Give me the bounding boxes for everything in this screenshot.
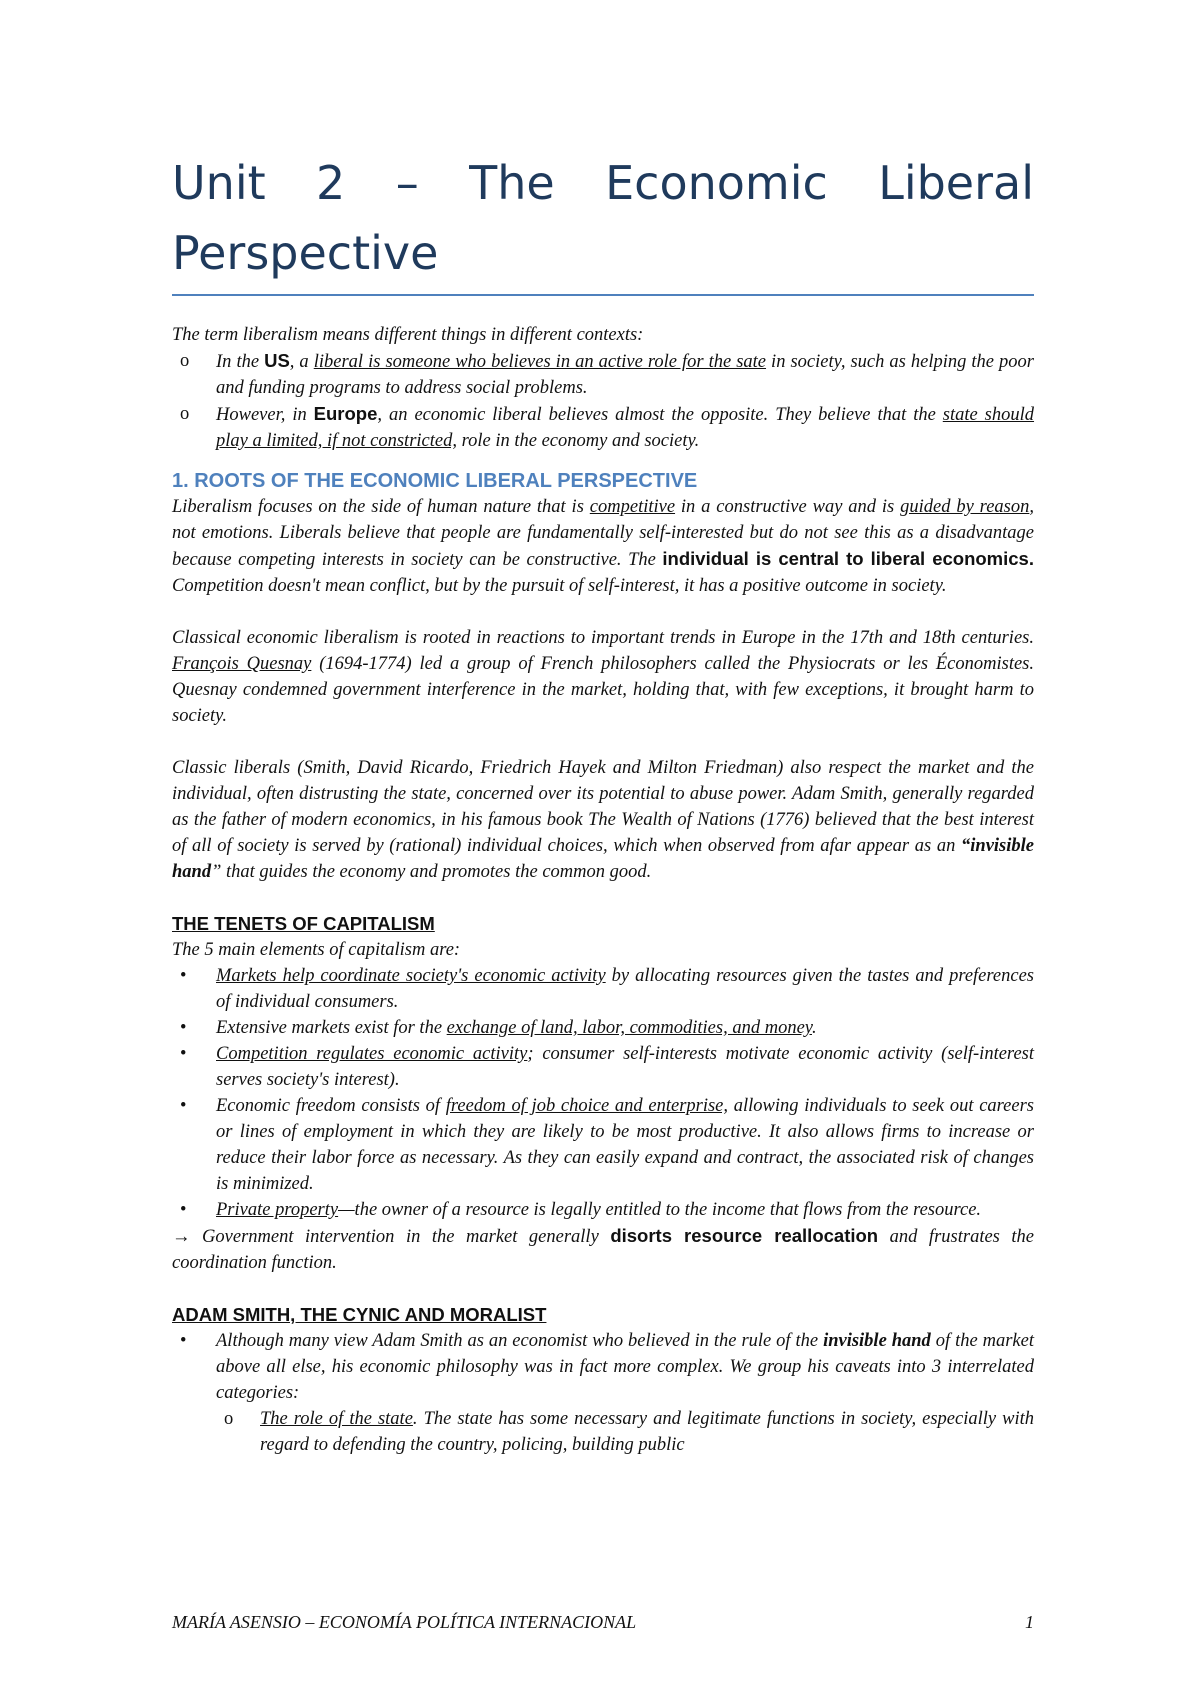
tenets-lead: The 5 main elements of capitalism are: [172, 940, 461, 960]
title-rule [172, 294, 1034, 296]
heading-tenets: THE TENETS OF CAPITALISM [172, 913, 435, 934]
paragraph-classic-liberals: Classic liberals (Smith, David Ricardo, Friedrich Hayek and Milton Friedman) also respect the market and the individual, often distrusting the state, concerned over its potential to abuse power. Adam Smith, generally regarded as the father of modern economics, in his famous book The Wealth of Nations (1776) believed that the best interest of all of society is served by (rational) individual choices, which when observed from afar appear as an “invisible hand” that guides the economy and promotes the common good. [172, 758, 1034, 882]
bullet-icon: • [180, 1200, 187, 1220]
tenet-item: • Markets help coordinate society's economic activity by allocating resources given the tastes and preferences of individual consumers. [172, 963, 1034, 1015]
intro-lead: The term liberalism means different things in different contexts: [172, 325, 644, 345]
circle-bullet-icon: o [224, 1409, 234, 1429]
smith-item: • Although many view Adam Smith as an economist who believed in the rule of the invisible hand of the market above all else, his economic philosophy was in fact more complex. We group his caveats into 3 interrelated categories: [172, 1328, 1034, 1406]
tenet-item: • Economic freedom consists of freedom of job choice and enterprise, allowing individuals to seek out careers or lines of employment in which they are likely to be most productive. It also allows firms to increase or reduce their labor force as necessary. As they can easily expand and contract, the associated risk of changes is minimized. [172, 1093, 1034, 1197]
bullet-icon: • [180, 1096, 187, 1116]
intro-item-us: o In the US, a liberal is someone who believes in an active role for the sate in society, such as helping the poor and funding programs to address social problems. [180, 350, 1034, 398]
paragraph-liberalism: Liberalism focuses on the side of human nature that is competitive in a constructive way and is guided by reason, not emotions. Liberals believe that people are fundamentally self-interested but do not see this as a disadvantage because competing interests in society can be constructive. The individual is central to liberal economics. Competition doesn't mean conflict, but by the pursuit of self-interest, it has a positive outcome in society. [172, 497, 1034, 596]
intro-list [172, 348, 1034, 454]
bullet-icon: • [180, 966, 187, 986]
paragraph-classical: Classical economic liberalism is rooted in reactions to important trends in Europe in the 17th and 18th centuries. François Quesnay (1694-1774) led a group of French philosophers called the Physiocrats or les Économistes. Quesnay condemned government interference in the market, holding that, with few exceptions, it brought harm to society. [172, 628, 1034, 726]
footer-author: MARÍA ASENSIO – ECONOMÍA POLÍTICA INTERNACIONAL [172, 1612, 637, 1632]
document-title: Unit 2 – The Economic Liberal Perspective [172, 156, 1034, 280]
heading-adam-smith: ADAM SMITH, THE CYNIC AND MORALIST [172, 1304, 547, 1325]
document-page [172, 148, 1034, 1458]
bullet-icon: • [180, 1044, 187, 1064]
bullet-icon: • [180, 1018, 187, 1038]
circle-bullet-icon: o [180, 351, 190, 371]
section-heading-roots: 1. ROOTS OF THE ECONOMIC LIBERAL PERSPECTIVE [172, 470, 698, 492]
smith-list [172, 1328, 1034, 1458]
bullet-icon: • [180, 1331, 187, 1351]
page-footer [172, 1612, 1034, 1633]
tenet-item: • Extensive markets exist for the exchange of land, labor, commodities, and money. [172, 1015, 1034, 1041]
tenet-item: • Competition regulates economic activity; consumer self-interests motivate economic activity (self-interest serves society's interest). [172, 1041, 1034, 1093]
arrow-right-icon: → [172, 1227, 191, 1247]
tenet-item: • Private property—the owner of a resource is legally entitled to the income that flows from the resource. [172, 1197, 1034, 1223]
tenets-conclusion: → Government intervention in the market generally disorts resource reallocation and frustrates the coordination function. [172, 1225, 1035, 1273]
intro-item-europe: o However, in Europe, an economic liberal believes almost the opposite. They believe that the state should play a limited, if not constricted, role in the economy and society. [180, 403, 1035, 451]
tenets-list [172, 963, 1034, 1223]
smith-subitem-state: o The role of the state. The state has some necessary and legitimate functions in society, especially with regard to defending the country, policing, building public [172, 1406, 1034, 1458]
page-number: 1 [1025, 1612, 1034, 1632]
circle-bullet-icon: o [180, 404, 190, 424]
